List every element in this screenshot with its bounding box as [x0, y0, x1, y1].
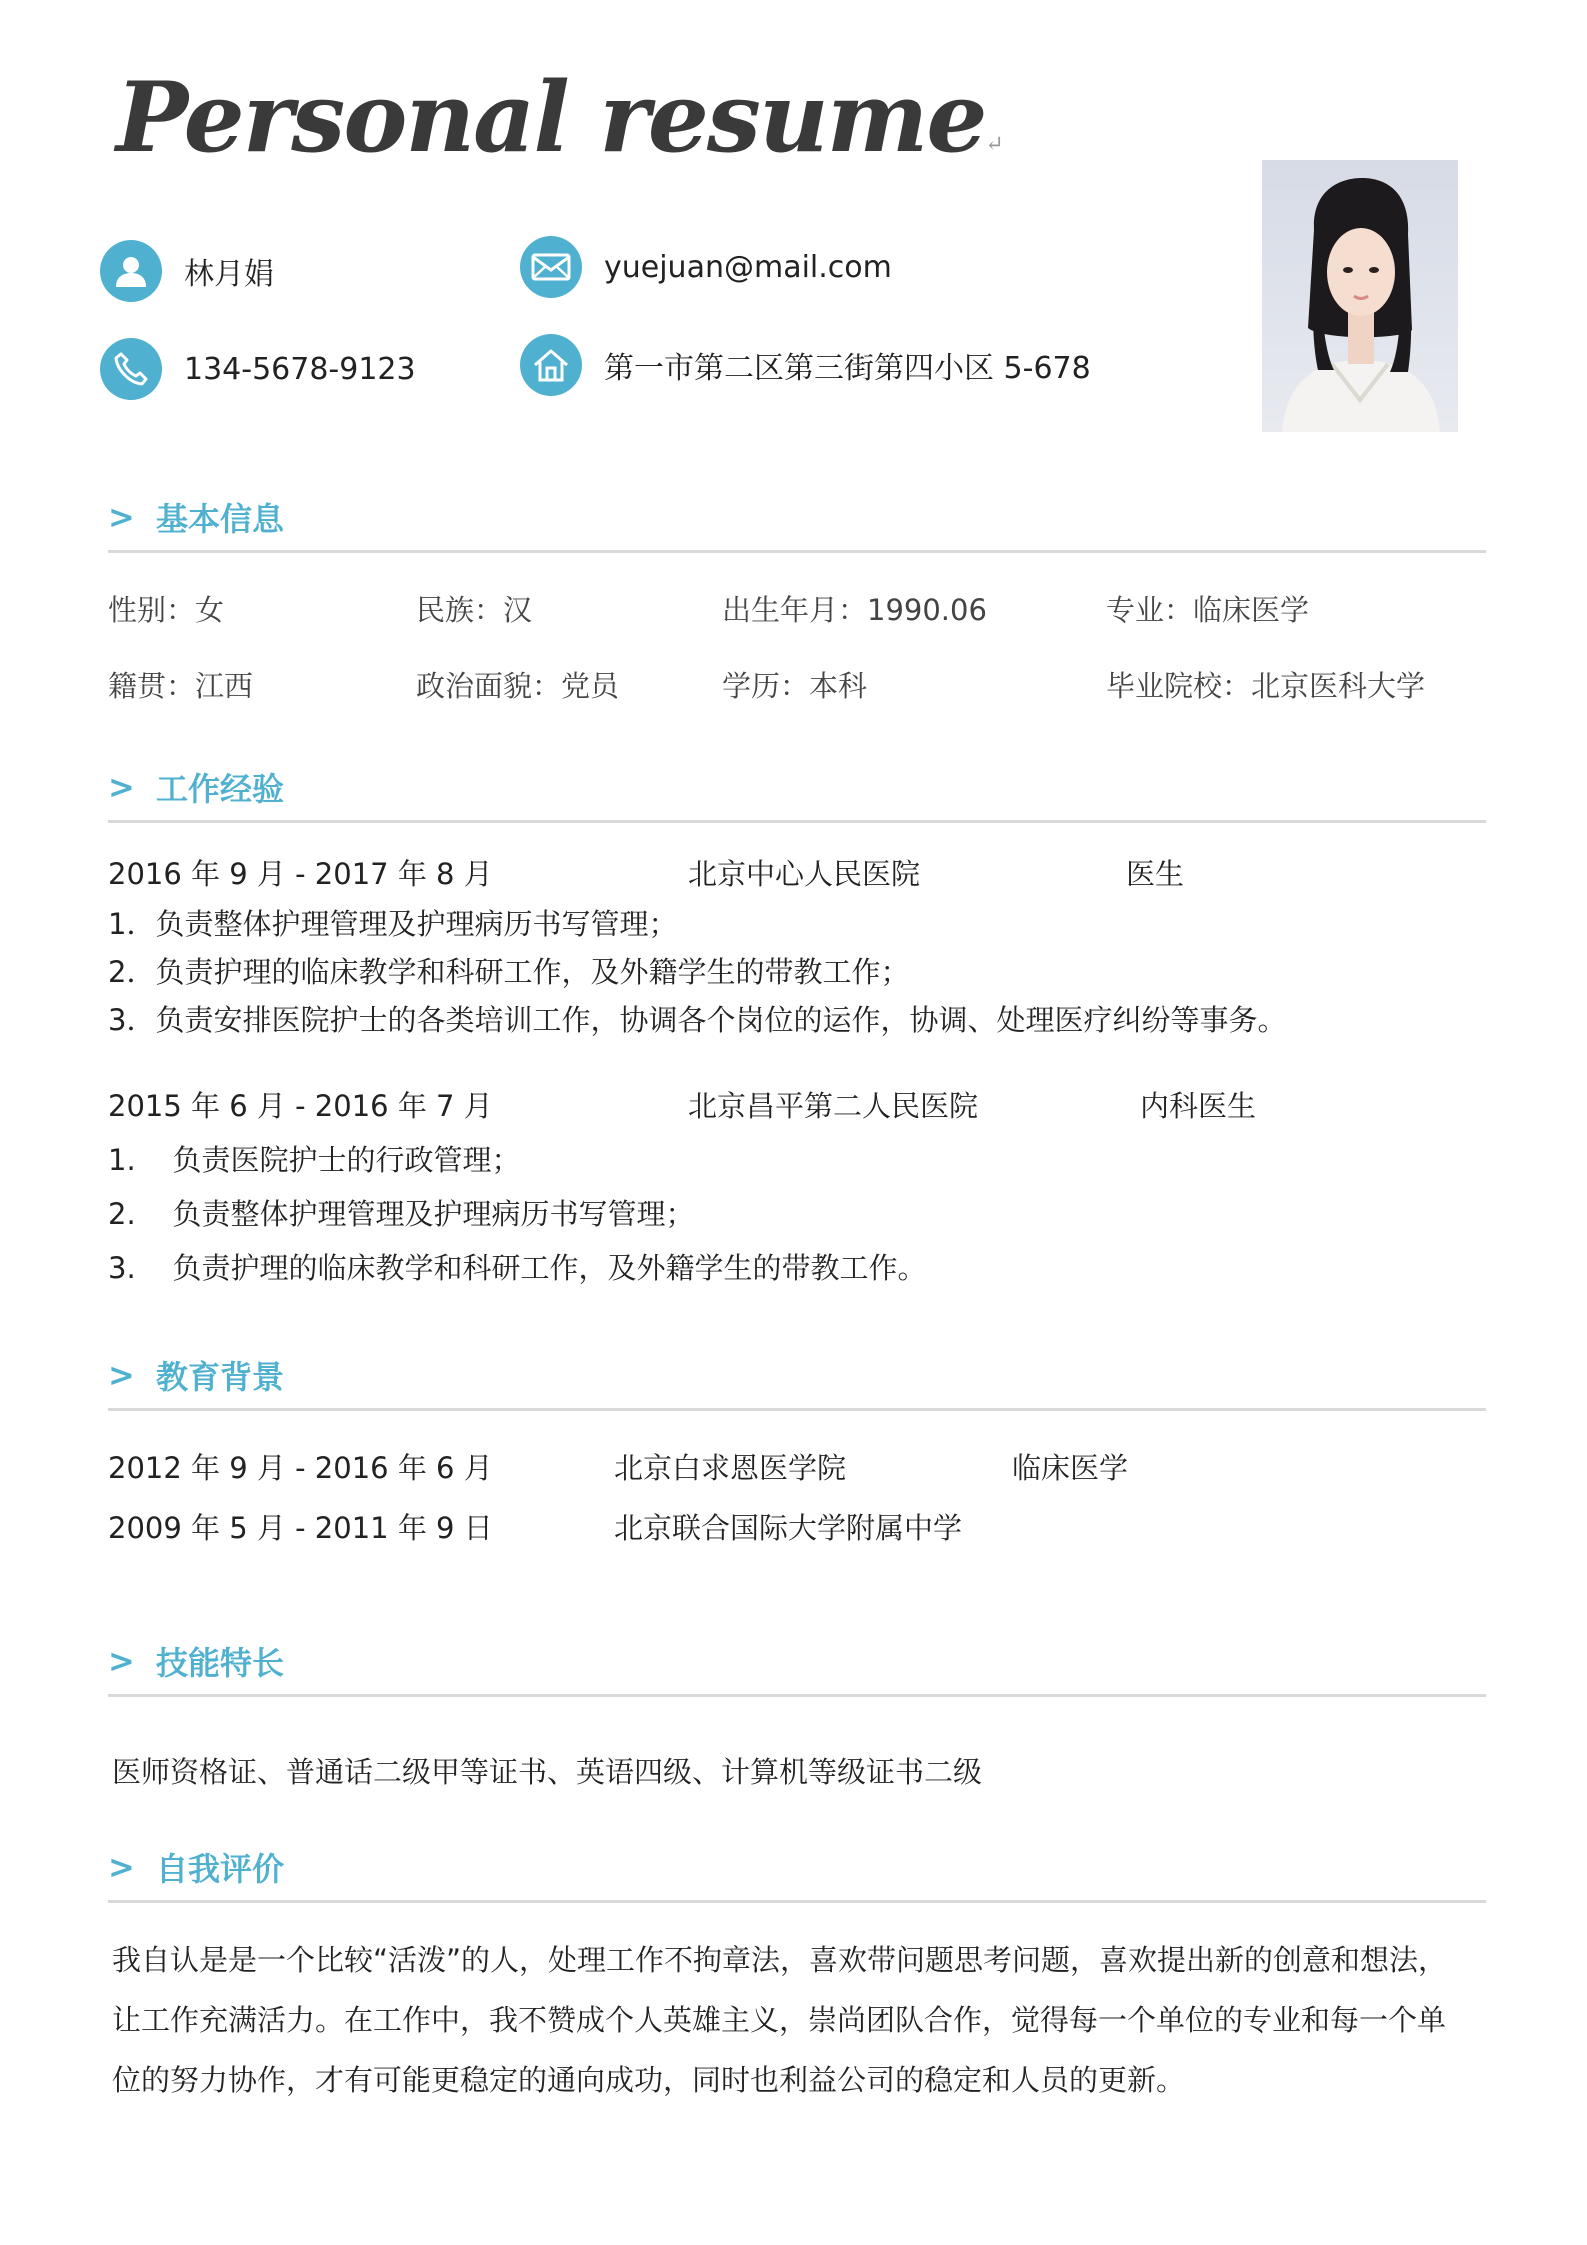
- section-divider: [108, 550, 1486, 553]
- work-role: 医生: [1126, 857, 1185, 891]
- edu-school: 北京联合国际大学附属中学: [614, 1511, 963, 1545]
- info-origin: 籍贯：江西: [108, 669, 254, 703]
- info-political: 政治面貌：党员: [416, 669, 620, 703]
- phone-text: 134-5678-9123: [184, 351, 416, 387]
- profile-photo: [1262, 160, 1458, 432]
- info-degree: 学历：本科: [722, 669, 868, 703]
- info-birth: 出生年月：1990.06: [722, 593, 987, 627]
- section-basic-info: [108, 490, 1486, 553]
- skills-text: 医师资格证、普通话二级甲等证书、英语四级、计算机等级证书二级: [112, 1755, 983, 1789]
- section-self-eval: [108, 1840, 1486, 1903]
- info-major: 专业：临床医学: [1106, 593, 1310, 627]
- mail-icon: [520, 236, 582, 298]
- resume-title: [116, 61, 1002, 174]
- resume-title-text: Personal resume: [116, 61, 986, 174]
- work-item: 2. 负责整体护理管理及护理病历书写管理；: [108, 1197, 695, 1231]
- contact-name: [100, 240, 274, 302]
- phone-icon: [100, 338, 162, 400]
- edu-school: 北京白求恩医学院: [614, 1451, 847, 1485]
- chevron-right-icon: >: [108, 498, 135, 536]
- section-title: 技能特长: [156, 1644, 285, 1682]
- section-divider: [108, 820, 1486, 823]
- home-icon: [520, 334, 582, 396]
- chevron-right-icon: >: [108, 1356, 135, 1394]
- section-divider: [108, 1694, 1486, 1697]
- work-item: 2．负责护理的临床教学和科研工作，及外籍学生的带教工作；: [108, 955, 910, 989]
- section-divider: [108, 1408, 1486, 1411]
- return-mark: ↵: [985, 132, 1002, 157]
- section-skills: [108, 1634, 1486, 1697]
- info-gender: 性别：女: [108, 593, 225, 627]
- section-work: [108, 760, 1486, 823]
- section-education: [108, 1348, 1486, 1411]
- section-title: 基本信息: [156, 500, 285, 538]
- work-period: 2015 年 6 月 - 2016 年 7 月: [108, 1089, 493, 1123]
- work-org: 北京昌平第二人民医院: [688, 1089, 979, 1123]
- chevron-right-icon: >: [108, 768, 135, 806]
- address-text: 第一市第二区第三街第四小区 5-678: [604, 351, 1091, 386]
- edu-major: 临床医学: [1012, 1451, 1129, 1485]
- edu-period: 2009 年 5 月 - 2011 年 9 日: [108, 1511, 493, 1545]
- contact-phone: [100, 338, 416, 400]
- self-eval-text: 我自认是是一个比较“活泼”的人，处理工作不拘章法，喜欢带问题思考问题，喜欢提出新的创意和想法，让工作充满活力。在工作中，我不赞成个人英雄主义，崇尚团队合作，觉得每一个单位的专业和每一个单位的努力协作，才有可能更稳定的通向成功，同时也利益公司的稳定和人员的更新。: [112, 1943, 1448, 2097]
- section-title: 教育背景: [156, 1358, 285, 1396]
- name-text: 林月娟: [184, 257, 274, 292]
- work-role: 内科医生: [1140, 1089, 1257, 1123]
- work-org: 北京中心人民医院: [688, 857, 921, 891]
- contact-address: [520, 334, 1091, 396]
- work-item: 1. 负责医院护士的行政管理；: [108, 1143, 521, 1177]
- user-icon: [100, 240, 162, 302]
- info-school: 毕业院校：北京医科大学: [1106, 669, 1426, 703]
- contact-email: [520, 236, 892, 298]
- work-item: 1．负责整体护理管理及护理病历书写管理；: [108, 907, 678, 941]
- edu-period: 2012 年 9 月 - 2016 年 6 月: [108, 1451, 493, 1485]
- section-title: 自我评价: [156, 1850, 285, 1888]
- email-text[interactable]: yuejuan@mail.com: [604, 249, 892, 285]
- info-ethnicity: 民族：汉: [416, 593, 533, 627]
- section-divider: [108, 1900, 1486, 1903]
- work-period: 2016 年 9 月 - 2017 年 8 月: [108, 857, 493, 891]
- work-item: 3．负责安排医院护士的各类培训工作，协调各个岗位的运作，协调、处理医疗纠纷等事务。: [108, 1003, 1287, 1037]
- chevron-right-icon: >: [108, 1642, 135, 1680]
- section-title: 工作经验: [156, 770, 285, 808]
- chevron-right-icon: >: [108, 1848, 135, 1886]
- work-item: 3. 负责护理的临床教学和科研工作，及外籍学生的带教工作。: [108, 1251, 927, 1285]
